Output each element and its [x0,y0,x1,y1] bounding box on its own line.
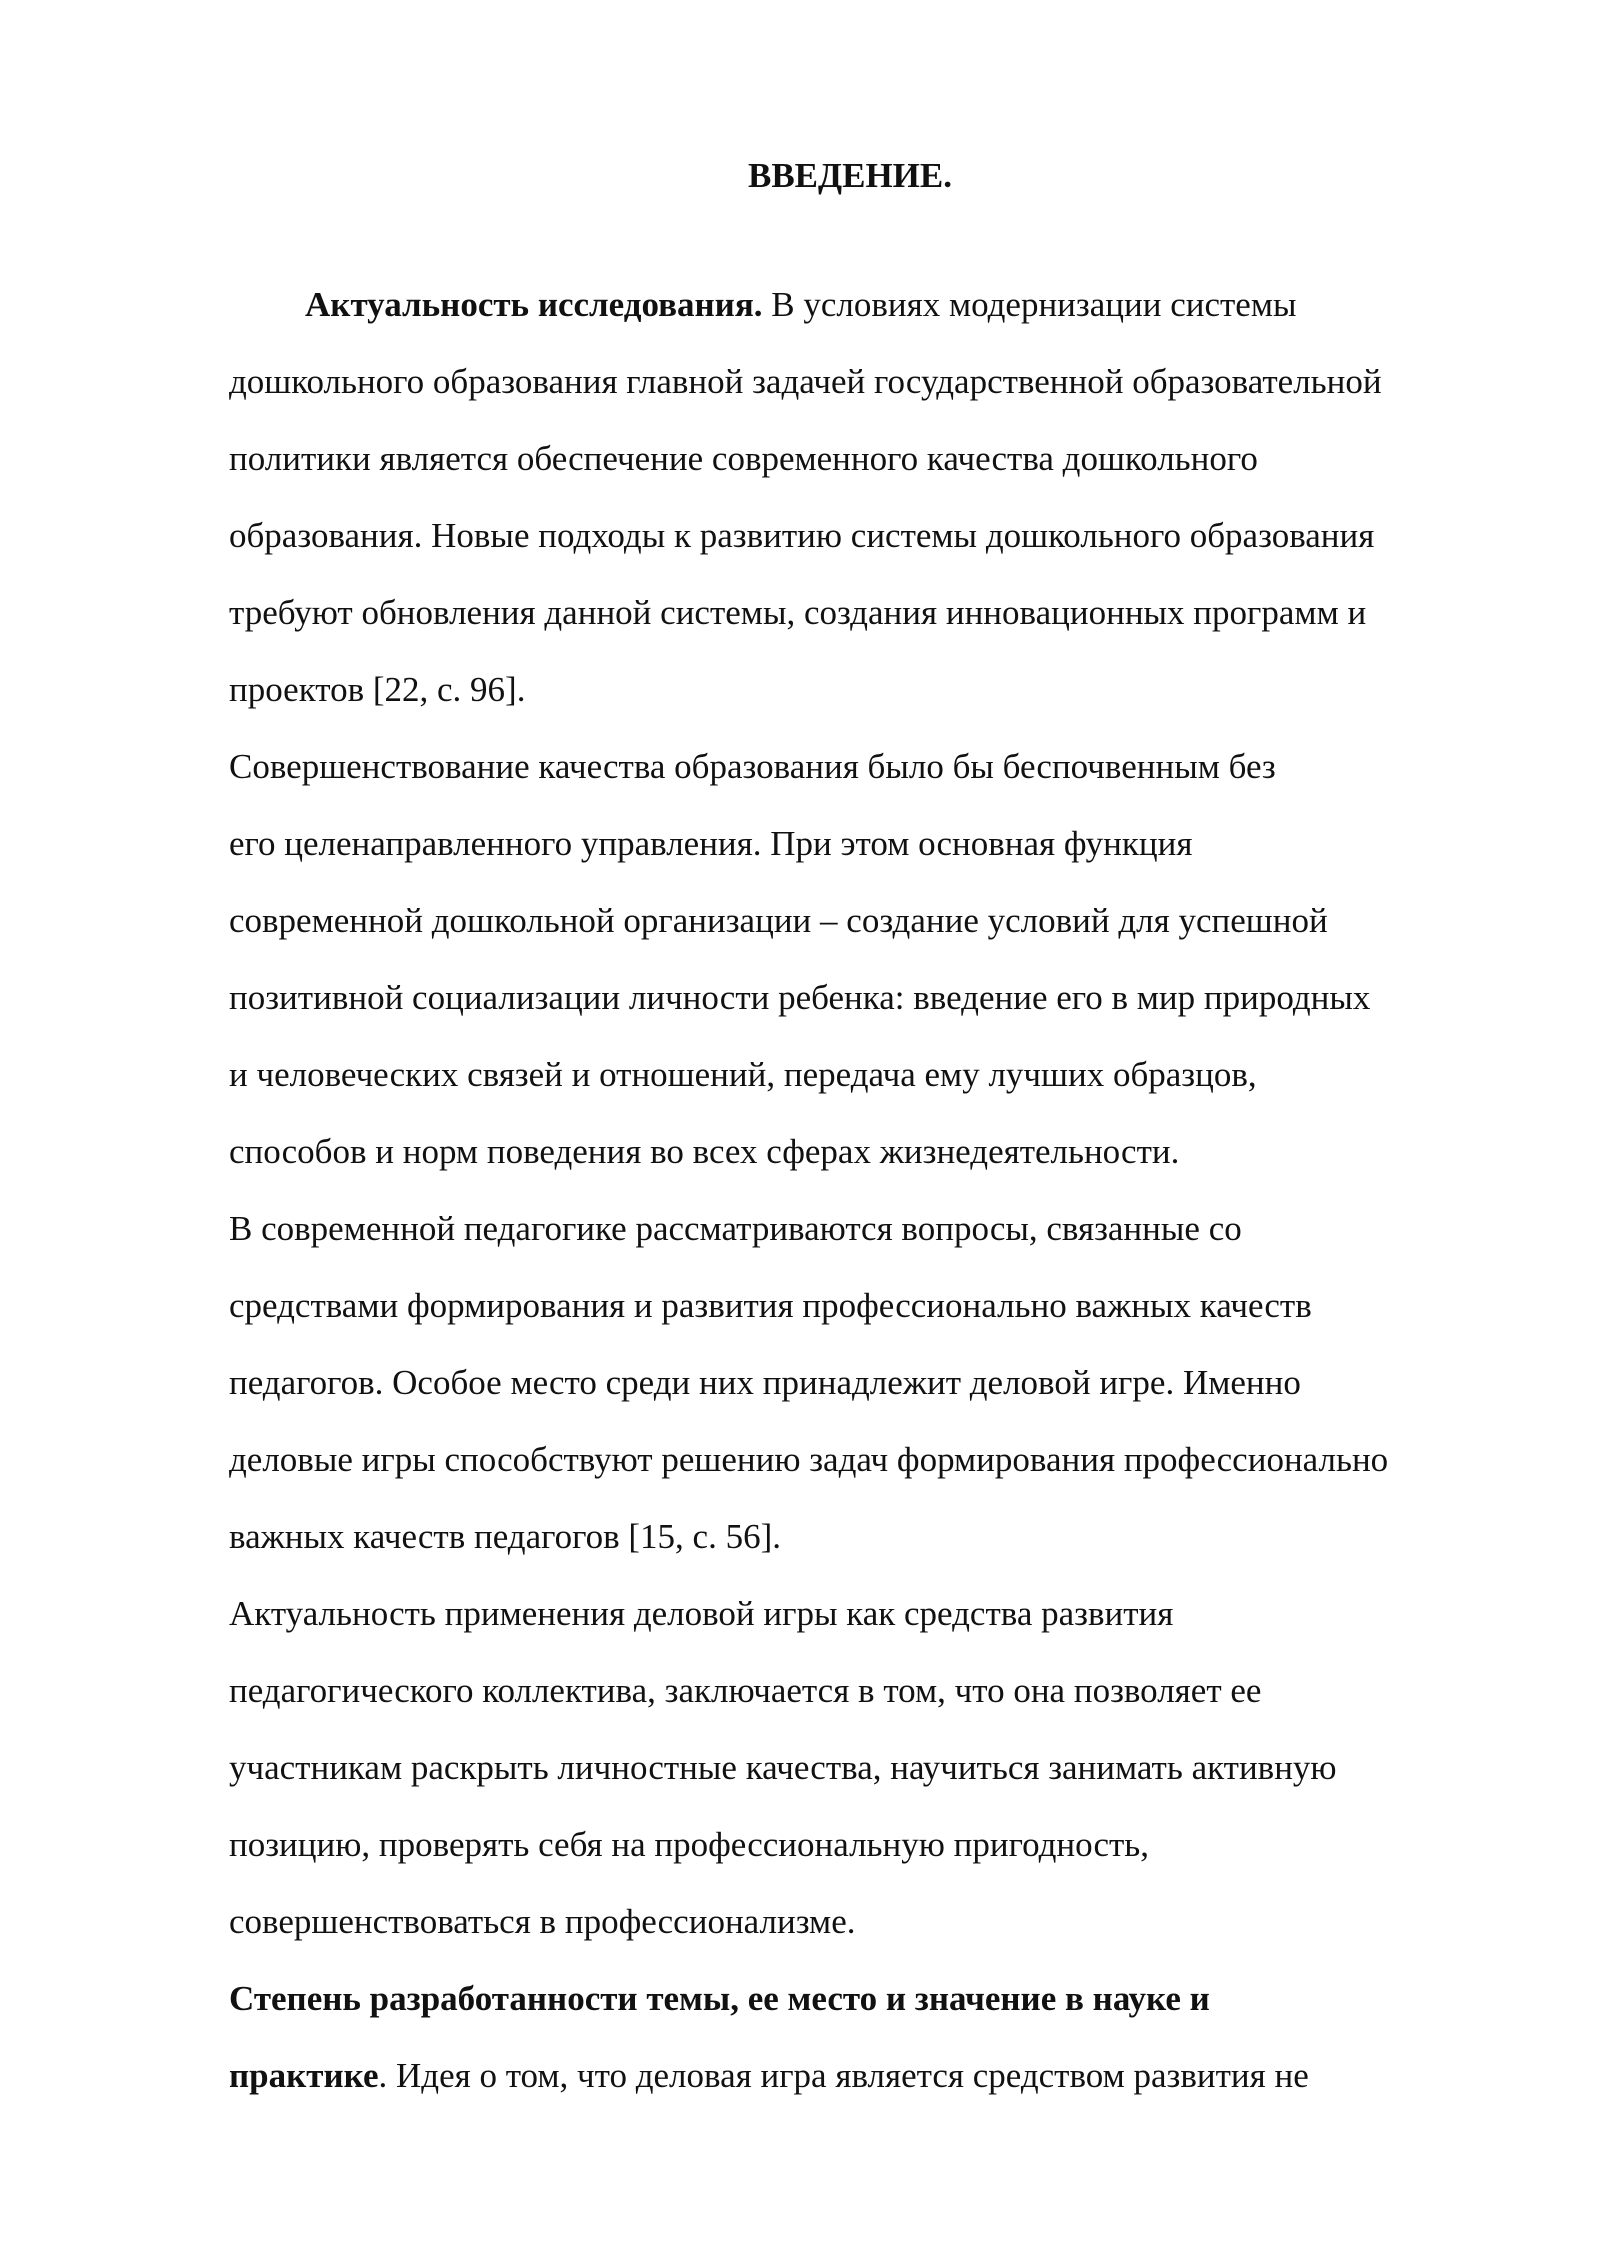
text-line [229,1436,1529,1513]
text-line [229,1898,1529,1975]
text-line [229,1051,1529,1128]
text-line [229,743,1529,820]
text-run: важных качеств педагогов [15, с. 56]. [229,1517,781,1556]
text-line [229,435,1529,512]
text-line [229,281,1529,358]
text-run: и человеческих связей и отношений, передача ему лучших образцов, [229,1055,1257,1094]
text-run: проектов [22, с. 96]. [229,670,526,709]
text-run: современной дошкольной организации – создание условий для успешной [229,901,1328,940]
text-run: его целенаправленного управления. При этом основная функция [229,824,1193,863]
text-line [229,1975,1529,2052]
text-line [229,974,1529,1051]
text-run: Совершенствование качества образования было бы беспочвенным без [229,747,1276,786]
text-run: требуют обновления данной системы, создания инновационных программ и [229,593,1367,632]
text-run: образования. Новые подходы к развитию системы дошкольного образования [229,516,1375,555]
text-run: участникам раскрыть личностные качества, научиться занимать активную [229,1748,1337,1787]
text-line [229,589,1529,666]
text-line [229,2052,1529,2129]
text-run: совершенствоваться в профессионализме. [229,1902,856,1941]
text-run: позитивной социализации личности ребенка: введение его в мир природных [229,978,1371,1017]
page-title: ВВЕДЕНИЕ. [747,156,952,195]
text-line [229,1744,1529,1821]
bold-run: Актуальность исследования. [305,285,763,324]
text-run: позицию, проверять себя на профессиональную пригодность, [229,1825,1150,1864]
text-line [229,1590,1529,1667]
text-line [229,820,1529,897]
text-line [229,358,1529,435]
text-line [229,512,1529,589]
body-text [229,281,1529,2129]
text-line [229,1359,1529,1436]
text-run: Актуальность применения деловой игры как средства развития [229,1594,1174,1633]
text-run: политики является обеспечение современного качества дошкольного [229,439,1258,478]
text-run: В условиях модернизации системы [762,285,1297,324]
text-run: дошкольного образования главной задачей государственной образовательной [229,362,1382,401]
text-line [229,666,1529,743]
text-run: . Идея о том, что деловая игра является средством развития не [378,2056,1309,2095]
text-line [229,897,1529,974]
text-run: способов и норм поведения во всех сферах жизнедеятельности. [229,1132,1180,1171]
text-line [229,1821,1529,1898]
text-line [229,1128,1529,1205]
bold-run: Степень разработанности темы, ее место и значение в науке и [229,1979,1210,2018]
text-line [229,1667,1529,1744]
text-run: средствами формирования и развития профессионально важных качеств [229,1286,1312,1325]
text-run: деловые игры способствуют решению задач формирования профессионально [229,1440,1389,1479]
text-run: В современной педагогике рассматриваются вопросы, связанные со [229,1209,1242,1248]
text-line [229,1205,1529,1282]
text-run: педагогического коллектива, заключается в том, что она позволяет ее [229,1671,1262,1710]
bold-run: практике [229,2056,379,2095]
text-line [229,1282,1529,1359]
text-line [229,1513,1529,1590]
text-run: педагогов. Особое место среди них принадлежит деловой игре. Именно [229,1363,1301,1402]
